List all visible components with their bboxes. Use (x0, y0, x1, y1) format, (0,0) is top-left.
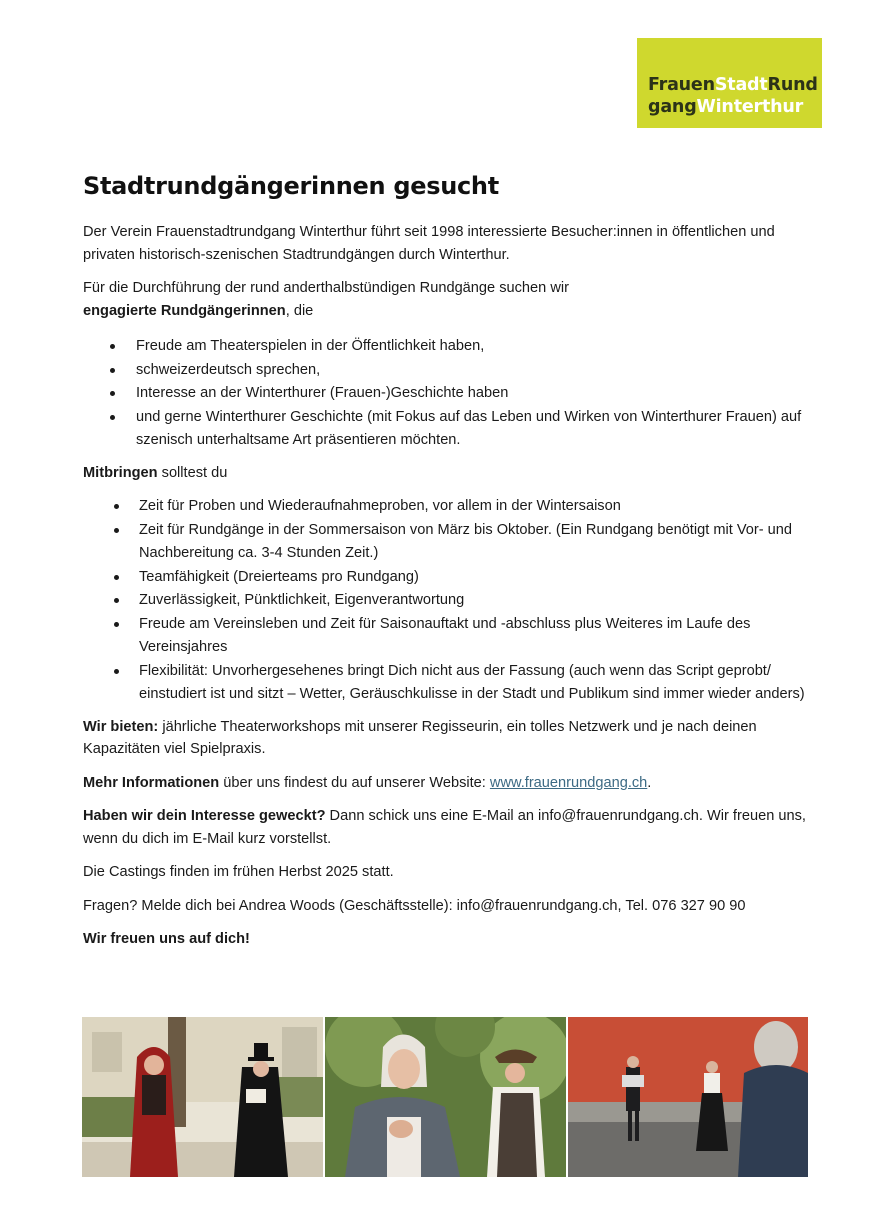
requirements-list (83, 335, 823, 453)
search-paragraph: Für die Durchführung der rund anderthalbstündigen Rundgänge suchen wir engagierte Rundgängerinnen, die (83, 280, 569, 319)
photo-performance-audience (568, 1017, 808, 1177)
questions-paragraph: Fragen? Melde dich bei Andrea Woods (Geschäftsstelle): info@frauenrundgang.ch, Tel. 076 327 90 90 (83, 897, 746, 914)
list-item: Zuverlässigkeit, Pünktlichkeit, Eigenverantwortung (83, 589, 823, 613)
bring-list (83, 495, 823, 707)
photo-costumed-woman (325, 1017, 566, 1177)
page-title: Stadtrundgängerinnen gesucht (83, 172, 499, 200)
photo-strip (82, 1017, 808, 1177)
list-item: Teamfähigkeit (Dreierteams pro Rundgang) (83, 566, 823, 590)
logo (637, 38, 822, 128)
list-item: schweizerdeutsch sprechen, (83, 359, 823, 383)
interest-paragraph: Haben wir dein Interesse geweckt? Dann schick uns eine E-Mail an info@frauenrundgang.ch. Wir freuen uns, wenn du dich im E-Mail kurz vorstellst. (83, 808, 806, 847)
list-item: Flexibilität: Unvorhergesehenes bringt Dich nicht aus der Fassung (auch wenn das Script geprobt/ einstudiert ist und sitzt – Wetter, Geräuschkulisse in der Stadt und Publikum sind immer wieder anders) (83, 660, 823, 707)
photo-performers-building (82, 1017, 323, 1177)
list-item: Zeit für Proben und Wiederaufnahmeproben, vor allem in der Wintersaison (83, 495, 823, 519)
list-item: Zeit für Rundgänge in der Sommersaison von März bis Oktober. (Ein Rundgang benötigt mit Vor- und Nachbereitung ca. 3-4 Stunden Zeit.) (83, 519, 823, 566)
intro-paragraph: Der Verein Frauenstadtrundgang Winterthur führt seit 1998 interessierte Besucher:innen in öffentlichen und privaten historisch-szenischen Stadtrundgängen durch Winterthur. (83, 224, 775, 263)
closing-line: Wir freuen uns auf dich! (83, 931, 250, 947)
castings-paragraph: Die Castings finden im frühen Herbst 2025 statt. (83, 864, 394, 880)
logo-line-2: gangWinterthur (648, 97, 804, 117)
bring-heading: Mitbringen solltest du (83, 464, 228, 481)
list-item: Freude am Vereinsleben und Zeit für Saisonauftakt und -abschluss plus Weiteres im Laufe des Vereinsjahres (83, 613, 823, 660)
logo-line-1: FrauenStadtRund (648, 75, 818, 95)
website-link[interactable]: www.frauenrundgang.ch (489, 774, 648, 791)
list-item: Freude am Theaterspielen in der Öffentlichkeit haben, (83, 335, 823, 359)
document-body (83, 170, 823, 962)
offer-paragraph: Wir bieten: jährliche Theaterworkshops mit unserer Regisseurin, ein tolles Netzwerk und je nach deinen Kapazitäten viel Spielpraxis. (83, 718, 757, 757)
info-paragraph: Mehr Informationen über uns findest du auf unserer Website: www.frauenrundgang.ch. (83, 774, 652, 791)
list-item: Interesse an der Winterthurer (Frauen-)Geschichte haben (83, 382, 823, 406)
list-item: und gerne Winterthurer Geschichte (mit Fokus auf das Leben und Wirken von Winterthurer Frauen) auf szenisch unterhaltsame Art präsentieren möchten. (83, 406, 823, 453)
